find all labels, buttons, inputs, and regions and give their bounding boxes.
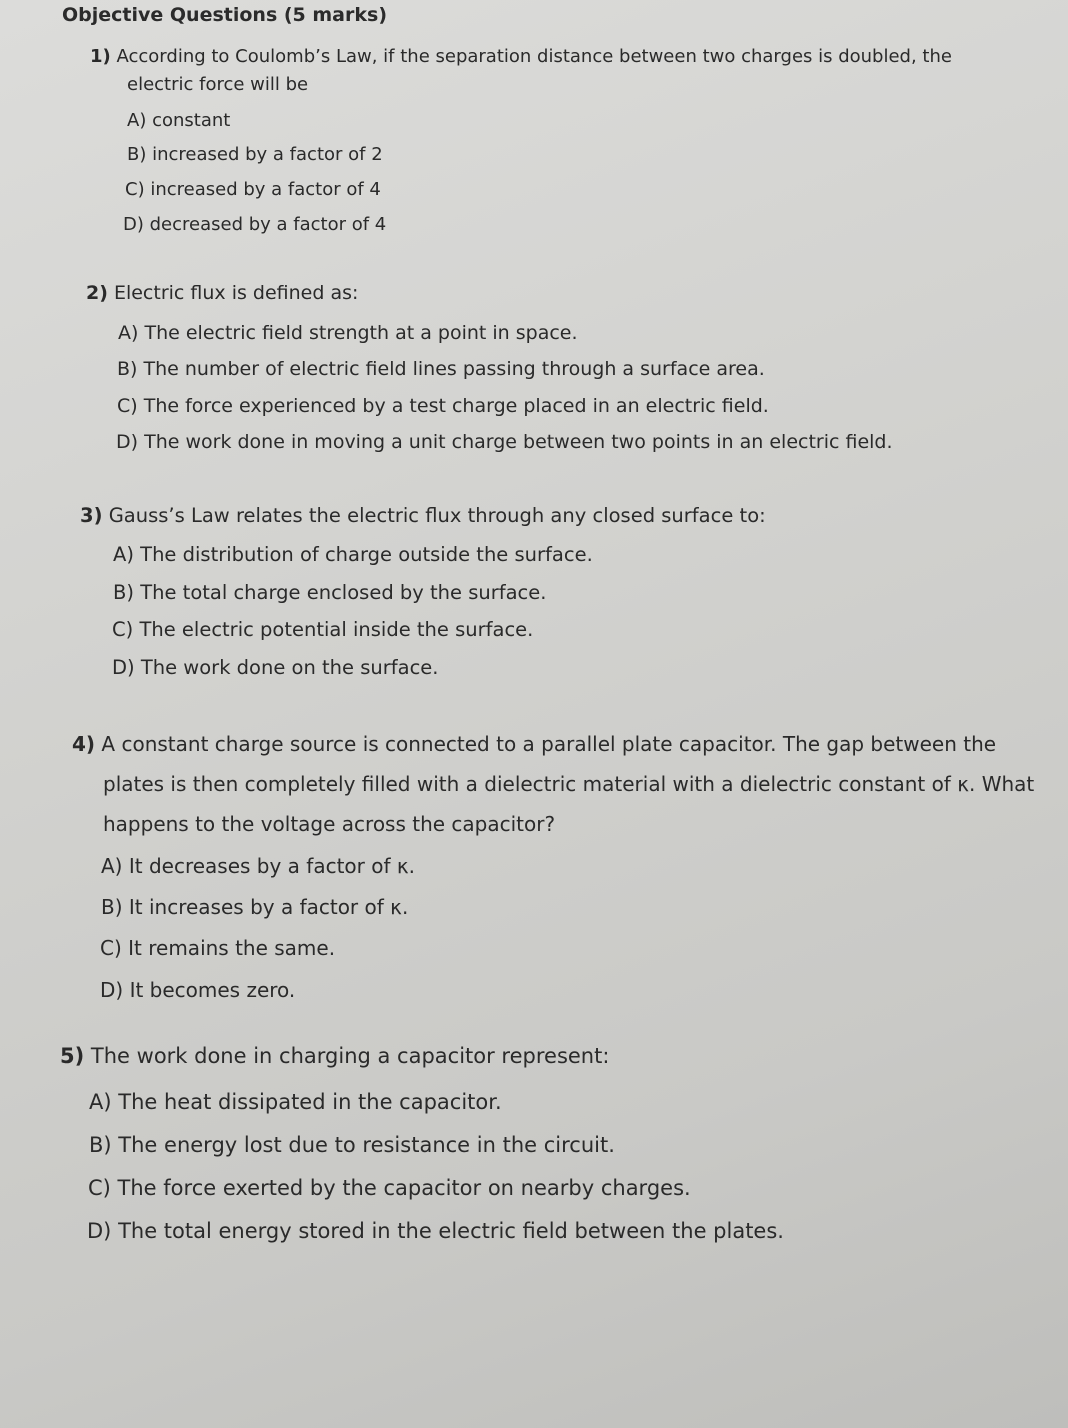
option-letter: B) [89, 1133, 112, 1157]
question-1-line-2: electric force will be [127, 74, 309, 95]
option-letter: D) [123, 214, 144, 235]
option-c [100, 936, 335, 960]
question-text: The work done in charging a capacitor represent: [90, 1044, 610, 1068]
option-letter: A) [89, 1090, 112, 1114]
option-text: It remains the same. [128, 936, 336, 960]
question-4-line-1 [72, 734, 996, 754]
question-5-line-1 [60, 1046, 609, 1067]
question-3 [80, 504, 766, 679]
option-a [113, 543, 593, 566]
option-letter: C) [112, 618, 134, 641]
option-letter: A) [113, 543, 134, 566]
question-text: A constant charge source is connected to a parallel plate capacitor. The gap between the [101, 732, 997, 756]
option-a [101, 854, 415, 878]
option-c [88, 1176, 691, 1200]
question-number: 1) [90, 46, 111, 67]
option-text: increased by a factor of 2 [152, 144, 383, 165]
option-letter: B) [101, 895, 123, 919]
option-text: The distribution of charge outside the surface. [140, 543, 593, 566]
question-1-line-1 [90, 48, 952, 66]
option-letter: B) [117, 358, 138, 380]
option-c [112, 618, 533, 641]
option-text: The total charge enclosed by the surface. [140, 581, 547, 604]
question-text: According to Coulomb’s Law, if the separation distance between two charges is doubled, the [116, 46, 952, 67]
option-b [127, 144, 383, 165]
option-text: The electric potential inside the surface. [139, 618, 534, 641]
option-letter: B) [127, 144, 147, 165]
option-a [118, 322, 578, 344]
option-letter: A) [118, 322, 139, 344]
question-2 [86, 282, 893, 453]
question-text: Gauss’s Law relates the electric flux through any closed surface to: [108, 504, 766, 527]
option-d [87, 1219, 784, 1243]
option-b [117, 358, 765, 380]
option-a [89, 1090, 502, 1114]
option-letter: D) [112, 656, 135, 679]
question-4-line-2: plates is then completely filled with a dielectric material with a dielectric constant of κ. What [103, 772, 1035, 796]
option-text: The total energy stored in the electric field between the plates. [118, 1219, 784, 1243]
option-text: It increases by a factor of κ. [128, 895, 409, 919]
option-c [125, 179, 381, 200]
option-text: The number of electric field lines passing through a surface area. [143, 358, 765, 380]
option-letter: A) [101, 854, 123, 878]
question-text: Electric flux is defined as: [113, 282, 359, 304]
option-letter: D) [100, 978, 124, 1002]
option-letter: B) [113, 581, 134, 604]
question-number: 3) [80, 504, 103, 527]
question-5 [60, 1044, 784, 1243]
option-letter: A) [127, 110, 147, 131]
option-text: increased by a factor of 4 [150, 179, 381, 200]
question-4-line-3: happens to the voltage across the capacitor? [103, 812, 556, 836]
option-b [89, 1133, 615, 1157]
option-text: It becomes zero. [129, 978, 296, 1002]
option-a [127, 110, 230, 131]
option-letter: C) [117, 395, 138, 417]
option-text: constant [152, 110, 231, 131]
question-number: 5) [60, 1044, 85, 1068]
option-b [113, 581, 546, 604]
option-c [117, 395, 769, 417]
option-d [100, 978, 295, 1002]
option-letter: C) [125, 179, 145, 200]
question-2-line-1 [86, 284, 358, 303]
option-text: The force experienced by a test charge placed in an electric field. [143, 395, 769, 417]
option-letter: C) [88, 1176, 111, 1200]
option-text: The electric field strength at a point in space. [144, 322, 578, 344]
option-text: It decreases by a factor of κ. [128, 854, 416, 878]
option-b [101, 895, 408, 919]
question-3-line-1 [80, 506, 766, 526]
page-title: Objective Questions (5 marks) [62, 4, 388, 26]
option-d [112, 656, 439, 679]
option-letter: C) [100, 936, 122, 960]
option-text: The work done in moving a unit charge between two points in an electric field. [144, 431, 893, 453]
option-letter: D) [87, 1219, 112, 1243]
question-number: 2) [86, 282, 108, 304]
question-number: 4) [72, 732, 96, 756]
option-text: The force exerted by the capacitor on nearby charges. [117, 1176, 691, 1200]
option-letter: D) [116, 431, 139, 453]
option-d [123, 214, 386, 235]
option-text: The energy lost due to resistance in the circuit. [118, 1133, 615, 1157]
option-text: The heat dissipated in the capacitor. [118, 1090, 502, 1114]
option-text: decreased by a factor of 4 [149, 214, 387, 235]
option-text: The work done on the surface. [140, 656, 439, 679]
option-d [116, 431, 893, 453]
